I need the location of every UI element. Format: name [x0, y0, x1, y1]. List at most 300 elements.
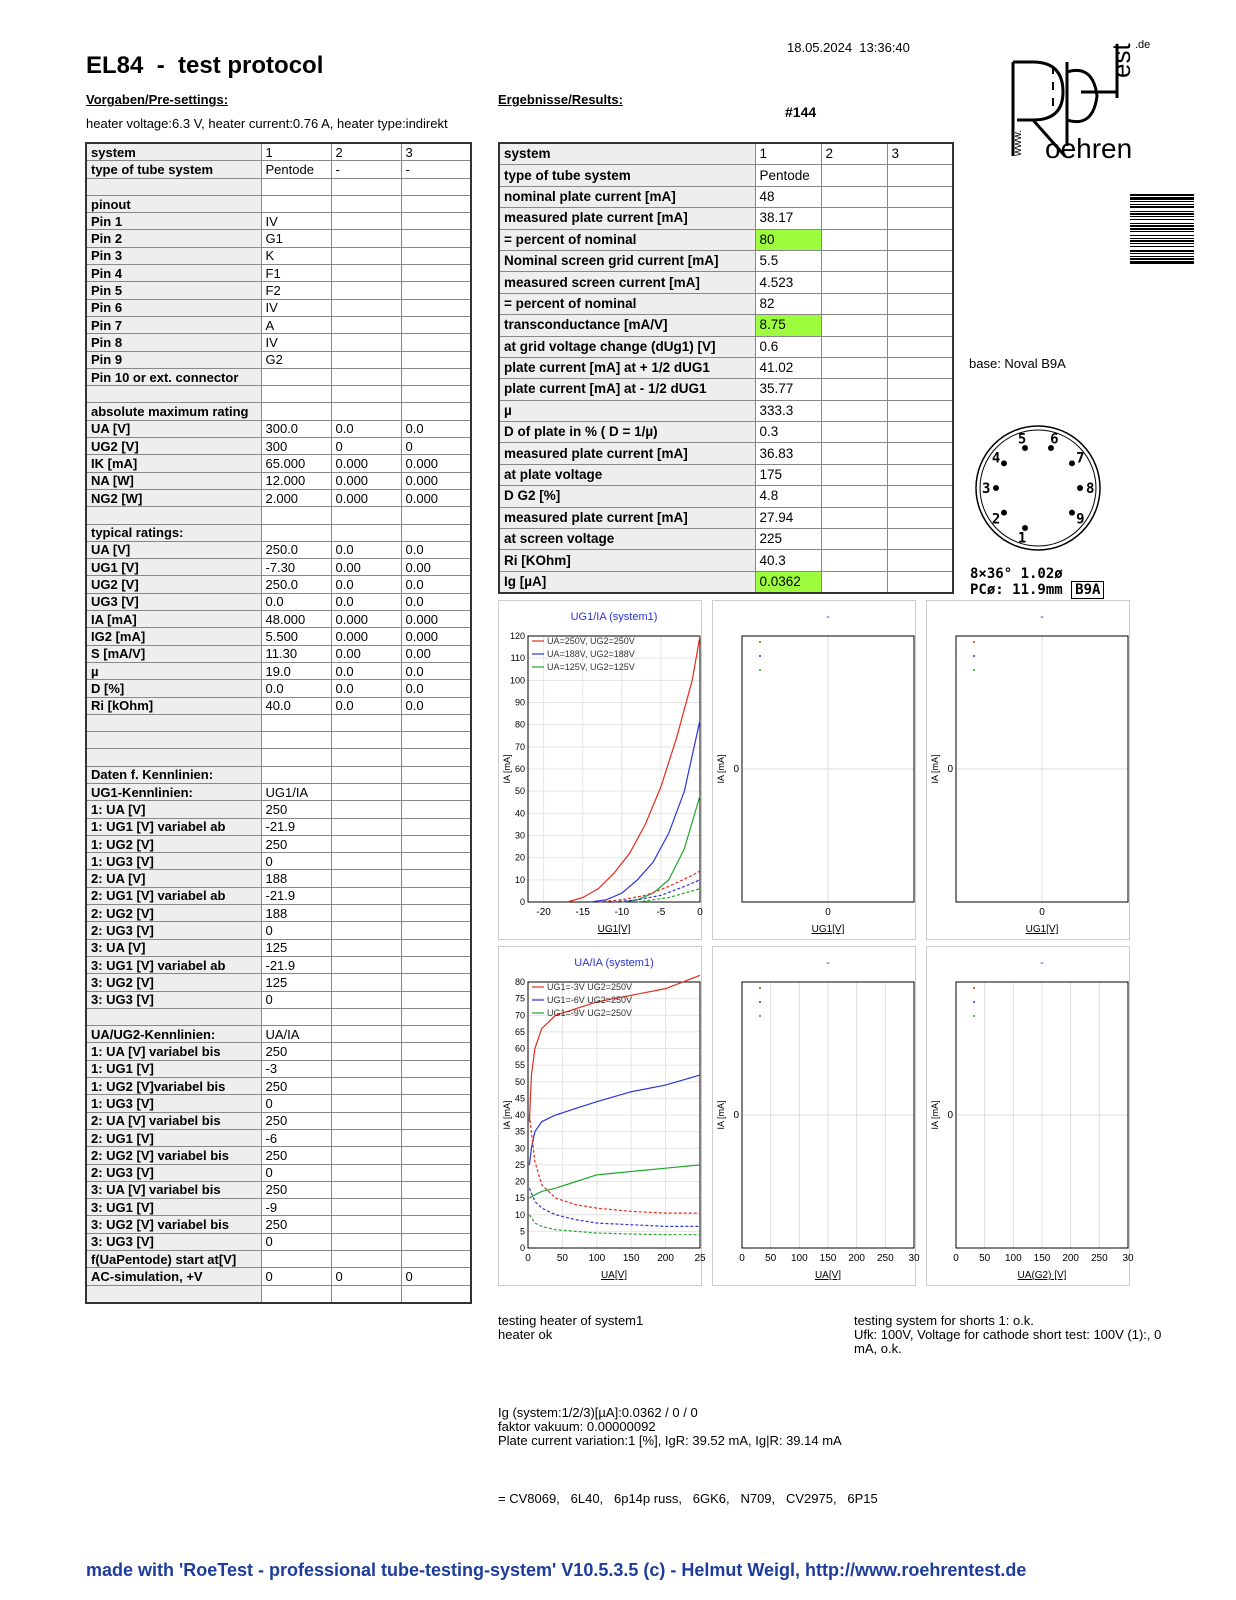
shorts-test-note: testing system for shorts 1: o.k. Ufk: 100V, Voltage for cathode short test: 100V (1):, 0 mA, o.k.	[854, 1313, 1162, 1356]
system-2-value	[331, 905, 401, 922]
legend-dot	[973, 1001, 975, 1003]
x-tick-label: -5	[656, 907, 666, 918]
result-system-1: 5.5	[755, 250, 821, 271]
system-2-value	[331, 749, 401, 766]
system-2-value	[331, 783, 401, 800]
result-system-2	[821, 571, 887, 593]
row-label: 2: UG3 [V]	[86, 922, 261, 939]
table-row	[86, 420, 471, 437]
base-pin-label: 3	[982, 481, 991, 497]
svg-text:est: est	[1106, 43, 1136, 78]
system-3-value	[401, 991, 471, 1008]
result-label: nominal plate current [mA]	[499, 186, 755, 207]
system-2-value: 0.000	[331, 455, 401, 472]
legend-dot	[759, 655, 761, 657]
y-tick-label: 100	[509, 675, 525, 686]
system-2-value	[331, 507, 401, 524]
system-1-value: UG1/IA	[261, 783, 331, 800]
system-1-value	[261, 732, 331, 749]
chart-title: UA/IA (system1)	[574, 957, 654, 969]
system-3-value	[401, 299, 471, 316]
system-1-value: 1	[261, 143, 331, 161]
barcode	[1130, 194, 1194, 318]
y-tick-label: 75	[514, 993, 525, 1004]
system-2-value	[331, 1181, 401, 1198]
result-label: measured plate current [mA]	[499, 208, 755, 229]
table-row	[86, 1129, 471, 1146]
result-system-3	[887, 443, 953, 464]
system-3-value	[401, 195, 471, 212]
system-2-value	[331, 213, 401, 230]
result-system-1: 225	[755, 529, 821, 550]
table-row	[86, 956, 471, 973]
result-row	[499, 422, 953, 443]
result-label: plate current [mA] at + 1/2 dUG1	[499, 357, 755, 378]
legend-label: UG1=-6V UG2=250V	[547, 995, 633, 1005]
y-tick-label: 0	[947, 1110, 953, 1121]
system-1-value	[261, 403, 331, 420]
table-row	[86, 282, 471, 299]
system-2-value: 0.0	[331, 662, 401, 679]
chart-title: -	[826, 957, 830, 969]
system-3-value: -	[401, 161, 471, 178]
result-row	[499, 443, 953, 464]
heater-test-note: testing heater of system1 heater ok	[498, 1313, 644, 1342]
system-1-value	[261, 1008, 331, 1025]
barcode-bar	[1130, 211, 1194, 212]
table-row	[86, 247, 471, 264]
table-row	[86, 403, 471, 420]
result-system-1: 1	[755, 143, 821, 165]
result-label: D G2 [%]	[499, 486, 755, 507]
result-system-2	[821, 165, 887, 186]
roehrentest-logo	[1005, 34, 1155, 164]
table-row	[86, 438, 471, 455]
result-system-3	[887, 550, 953, 571]
table-row	[86, 645, 471, 662]
system-3-value	[401, 403, 471, 420]
x-tick-label: 50	[556, 1253, 568, 1264]
y-tick-label: 0	[519, 1243, 525, 1253]
row-label: type of tube system	[86, 161, 261, 178]
system-1-value: 0	[261, 1164, 331, 1181]
system-3-value	[401, 939, 471, 956]
system-2-value	[331, 1026, 401, 1043]
table-row	[86, 1008, 471, 1025]
table-row	[86, 1216, 471, 1233]
system-1-value: 65.000	[261, 455, 331, 472]
result-system-3	[887, 293, 953, 314]
base-pin-label: 6	[1050, 431, 1059, 448]
system-2-value: 0	[331, 1268, 401, 1285]
system-2-value: 2	[331, 143, 401, 161]
table-row	[86, 1043, 471, 1060]
row-label: 2: UA [V] variabel bis	[86, 1112, 261, 1129]
result-label: measured screen current [mA]	[499, 272, 755, 293]
row-label: 2: UG2 [V]	[86, 905, 261, 922]
system-3-value	[401, 368, 471, 385]
result-system-2	[821, 315, 887, 336]
chart-title: -	[826, 611, 830, 623]
y-tick-label: 30	[514, 830, 525, 841]
table-row	[86, 1199, 471, 1216]
row-label: Pin 9	[86, 351, 261, 368]
base-pin	[1001, 460, 1007, 466]
system-3-value: 0.000	[401, 489, 471, 506]
row-label: system	[86, 143, 261, 161]
footer-credit: made with 'RoeTest - professional tube-testing-system' V10.5.3.5 (c) - Helmut Weigl, http://www.roehrentest.de	[86, 1560, 1027, 1580]
legend-dot	[973, 987, 975, 989]
y-tick-label: 20	[514, 1176, 525, 1187]
system-1-value	[261, 507, 331, 524]
system-3-value	[401, 230, 471, 247]
result-label: Ri [KOhm]	[499, 550, 755, 571]
row-label: Pin 1	[86, 213, 261, 230]
result-system-1: 41.02	[755, 357, 821, 378]
row-label: NG2 [W]	[86, 489, 261, 506]
result-system-1: 0.0362	[755, 571, 821, 593]
table-row	[86, 351, 471, 368]
noval-base-diagram	[968, 420, 1118, 560]
system-1-value: -9	[261, 1199, 331, 1216]
table-row	[86, 386, 471, 403]
row-label: UA/UG2-Kennlinien:	[86, 1026, 261, 1043]
system-3-value	[401, 351, 471, 368]
svg-text:www.: www.	[1012, 129, 1024, 156]
table-row	[86, 1233, 471, 1250]
base-pin	[1001, 510, 1007, 516]
y-tick-label: 15	[514, 1193, 525, 1204]
result-system-1: 40.3	[755, 550, 821, 571]
row-label: 2: UG3 [V]	[86, 1164, 261, 1181]
row-label: 1: UG2 [V]	[86, 835, 261, 852]
system-1-value	[261, 1251, 331, 1268]
system-2-value: 0.0	[331, 420, 401, 437]
system-1-value: 188	[261, 870, 331, 887]
result-system-2	[821, 379, 887, 400]
svg-text:oehren: oehren	[1045, 133, 1133, 164]
legend-dot	[973, 655, 975, 657]
y-tick-label: 70	[514, 1010, 525, 1021]
result-label: at plate voltage	[499, 464, 755, 485]
system-1-value: 48.000	[261, 611, 331, 628]
presettings-heading: Vorgaben/Pre-settings:	[86, 92, 229, 107]
legend-dot	[759, 641, 761, 643]
row-label: 2: UG1 [V]	[86, 1129, 261, 1146]
system-3-value	[401, 1199, 471, 1216]
table-row	[86, 818, 471, 835]
system-1-value: 250.0	[261, 541, 331, 558]
system-1-value: 250	[261, 1112, 331, 1129]
system-2-value: 0.000	[331, 489, 401, 506]
system-2-value: 0.000	[331, 472, 401, 489]
row-label: Pin 10 or ext. connector	[86, 368, 261, 385]
base-pin	[993, 485, 999, 491]
system-1-value: 188	[261, 905, 331, 922]
barcode-bar	[1130, 201, 1194, 202]
base-pin-label: 5	[1017, 431, 1027, 448]
barcode-bar	[1130, 197, 1194, 200]
system-3-value: 0.00	[401, 645, 471, 662]
result-system-1: 4.8	[755, 486, 821, 507]
x-tick-label: 250	[1090, 1253, 1108, 1264]
x-tick-label: 200	[657, 1253, 674, 1264]
system-3-value	[401, 507, 471, 524]
system-2-value: 0	[331, 438, 401, 455]
result-system-1: 8.75	[755, 315, 821, 336]
table-row	[86, 213, 471, 230]
system-1-value: 11.30	[261, 645, 331, 662]
row-label: AC-simulation, +V	[86, 1268, 261, 1285]
system-1-value: F2	[261, 282, 331, 299]
system-2-value	[331, 1112, 401, 1129]
row-label: UG2 [V]	[86, 576, 261, 593]
table-row	[86, 783, 471, 800]
system-3-value	[401, 732, 471, 749]
result-system-3	[887, 529, 953, 550]
result-label: transconductance [mA/V]	[499, 315, 755, 336]
table-row	[86, 455, 471, 472]
result-system-2	[821, 400, 887, 421]
y-axis-label: IA [mA]	[930, 1100, 940, 1130]
result-system-3	[887, 229, 953, 250]
table-row	[86, 472, 471, 489]
barcode-bar	[1130, 194, 1194, 196]
system-2-value: 0.000	[331, 611, 401, 628]
system-2-value	[331, 939, 401, 956]
result-system-1: 38.17	[755, 208, 821, 229]
system-2-value	[331, 922, 401, 939]
base-pin-label: 2	[991, 511, 1001, 528]
table-row	[86, 1268, 471, 1285]
table-row	[86, 714, 471, 731]
system-2-value: 0.0	[331, 697, 401, 714]
row-label: 2: UG1 [V] variabel ab	[86, 887, 261, 904]
result-system-2	[821, 550, 887, 571]
chart-3	[926, 600, 1130, 940]
system-1-value: 40.0	[261, 697, 331, 714]
system-1-value: 0	[261, 853, 331, 870]
result-row	[499, 229, 953, 250]
system-1-value: -21.9	[261, 818, 331, 835]
row-label: µ	[86, 662, 261, 679]
base-pin-label: 1	[1017, 530, 1027, 547]
chart-1	[498, 600, 702, 940]
result-label: plate current [mA] at - 1/2 dUG1	[499, 379, 755, 400]
y-tick-label: 0	[519, 897, 525, 907]
table-row	[86, 628, 471, 645]
legend-label: UA=125V, UG2=125V	[547, 662, 635, 672]
system-3-value: 0.0	[401, 662, 471, 679]
result-row	[499, 186, 953, 207]
x-tick-label: 150	[819, 1253, 837, 1264]
system-2-value	[331, 818, 401, 835]
svg-text:.de: .de	[1135, 39, 1151, 51]
system-1-value: 0.0	[261, 680, 331, 697]
y-tick-label: 30	[514, 1143, 525, 1154]
legend-dot	[759, 987, 761, 989]
result-label: at screen voltage	[499, 529, 755, 550]
y-tick-label: 90	[514, 697, 525, 708]
table-row	[86, 853, 471, 870]
result-system-2	[821, 529, 887, 550]
test-number: #144	[785, 104, 817, 120]
row-label: f(UaPentode) start at[V]	[86, 1251, 261, 1268]
result-system-3	[887, 186, 953, 207]
result-system-1: 27.94	[755, 507, 821, 528]
legend-label: UG1=-3V UG2=250V	[547, 982, 633, 992]
system-3-value	[401, 524, 471, 541]
result-system-2	[821, 486, 887, 507]
result-system-3	[887, 571, 953, 593]
system-2-value	[331, 368, 401, 385]
row-label: IK [mA]	[86, 455, 261, 472]
x-tick-label: -20	[536, 907, 551, 918]
system-1-value: 250	[261, 1147, 331, 1164]
result-row	[499, 464, 953, 485]
row-label	[86, 714, 261, 731]
system-3-value: 0.0	[401, 576, 471, 593]
row-label: Ri [kOhm]	[86, 697, 261, 714]
system-2-value	[331, 974, 401, 991]
result-row	[499, 400, 953, 421]
x-tick-label: 200	[848, 1253, 866, 1264]
system-2-value	[331, 1147, 401, 1164]
system-2-value	[331, 956, 401, 973]
result-row	[499, 250, 953, 271]
system-3-value	[401, 1112, 471, 1129]
row-label: 3: UG1 [V]	[86, 1199, 261, 1216]
base-pin	[1069, 460, 1075, 466]
system-2-value	[331, 178, 401, 195]
row-label: UG3 [V]	[86, 593, 261, 610]
result-row	[499, 208, 953, 229]
system-1-value	[261, 386, 331, 403]
result-system-2: 2	[821, 143, 887, 165]
page-title: EL84 - test protocol	[86, 52, 324, 79]
table-row	[86, 195, 471, 212]
result-label: D of plate in % ( D = 1/µ)	[499, 422, 755, 443]
y-axis-label: IA [mA]	[930, 754, 940, 784]
result-row	[499, 293, 953, 314]
system-3-value: 0.0	[401, 680, 471, 697]
x-tick-label: 50	[979, 1253, 991, 1264]
barcode-bar	[1130, 250, 1194, 252]
result-system-2	[821, 293, 887, 314]
x-tick-label: -15	[575, 907, 590, 918]
system-3-value	[401, 1164, 471, 1181]
system-1-value: 250	[261, 801, 331, 818]
table-row	[86, 541, 471, 558]
y-axis-label: IA [mA]	[716, 1100, 726, 1130]
y-tick-label: 0	[733, 1110, 739, 1121]
table-row	[86, 265, 471, 282]
table-row	[86, 1285, 471, 1303]
result-system-3	[887, 165, 953, 186]
x-axis-label: UG1[V]	[597, 924, 631, 935]
result-system-1: 0.6	[755, 336, 821, 357]
base-pin-label: 8	[1086, 481, 1095, 497]
x-tick-label: 100	[588, 1253, 606, 1264]
result-system-1: 333.3	[755, 400, 821, 421]
system-1-value: 250	[261, 1043, 331, 1060]
barcode-bar	[1130, 258, 1194, 260]
result-system-1: 36.83	[755, 443, 821, 464]
row-label: pinout	[86, 195, 261, 212]
table-row	[86, 576, 471, 593]
system-3-value: 0.000	[401, 611, 471, 628]
system-1-value: 250	[261, 1216, 331, 1233]
x-tick-label: 0	[825, 907, 831, 918]
table-row	[86, 489, 471, 506]
system-2-value	[331, 1233, 401, 1250]
table-row	[86, 230, 471, 247]
system-3-value	[401, 213, 471, 230]
system-2-value	[331, 835, 401, 852]
result-row	[499, 550, 953, 571]
table-row	[86, 697, 471, 714]
system-3-value	[401, 1008, 471, 1025]
base-spec	[970, 566, 1104, 598]
x-tick-label: 0	[739, 1253, 745, 1264]
system-1-value: 0	[261, 1095, 331, 1112]
result-system-2	[821, 250, 887, 271]
system-2-value	[331, 732, 401, 749]
barcode-bar	[1130, 228, 1194, 230]
result-system-3	[887, 422, 953, 443]
legend-label: UA=250V, UG2=250V	[547, 636, 635, 646]
system-3-value: 0.000	[401, 472, 471, 489]
y-tick-label: 25	[514, 1159, 525, 1170]
system-2-value	[331, 195, 401, 212]
system-3-value	[401, 835, 471, 852]
system-3-value	[401, 1078, 471, 1095]
system-3-value	[401, 386, 471, 403]
result-system-1: 4.523	[755, 272, 821, 293]
system-3-value	[401, 922, 471, 939]
system-3-value: 0.00	[401, 559, 471, 576]
barcode-bar	[1130, 256, 1194, 257]
y-tick-label: 40	[514, 808, 525, 819]
system-1-value: 0	[261, 922, 331, 939]
result-system-1: 35.77	[755, 379, 821, 400]
system-2-value	[331, 247, 401, 264]
system-2-value	[331, 991, 401, 1008]
system-3-value	[401, 974, 471, 991]
system-3-value	[401, 1095, 471, 1112]
result-system-3	[887, 400, 953, 421]
system-2-value	[331, 714, 401, 731]
system-1-value: 19.0	[261, 662, 331, 679]
system-3-value	[401, 1216, 471, 1233]
system-3-value	[401, 956, 471, 973]
base-label: base: Noval B9A	[969, 356, 1066, 371]
system-2-value	[331, 1095, 401, 1112]
chart-5	[712, 946, 920, 1286]
base-pin-label: 4	[991, 450, 1001, 467]
row-label: UG2 [V]	[86, 438, 261, 455]
result-label: at grid voltage change (dUg1) [V]	[499, 336, 755, 357]
system-1-value	[261, 368, 331, 385]
result-system-1: Pentode	[755, 165, 821, 186]
table-row	[86, 593, 471, 610]
base-spec-line1: 8×36° 1.02ø	[970, 566, 1063, 582]
base-pin	[1077, 485, 1083, 491]
system-1-value: IV	[261, 213, 331, 230]
table-row	[86, 178, 471, 195]
row-label: absolute maximum rating	[86, 403, 261, 420]
system-3-value	[401, 783, 471, 800]
